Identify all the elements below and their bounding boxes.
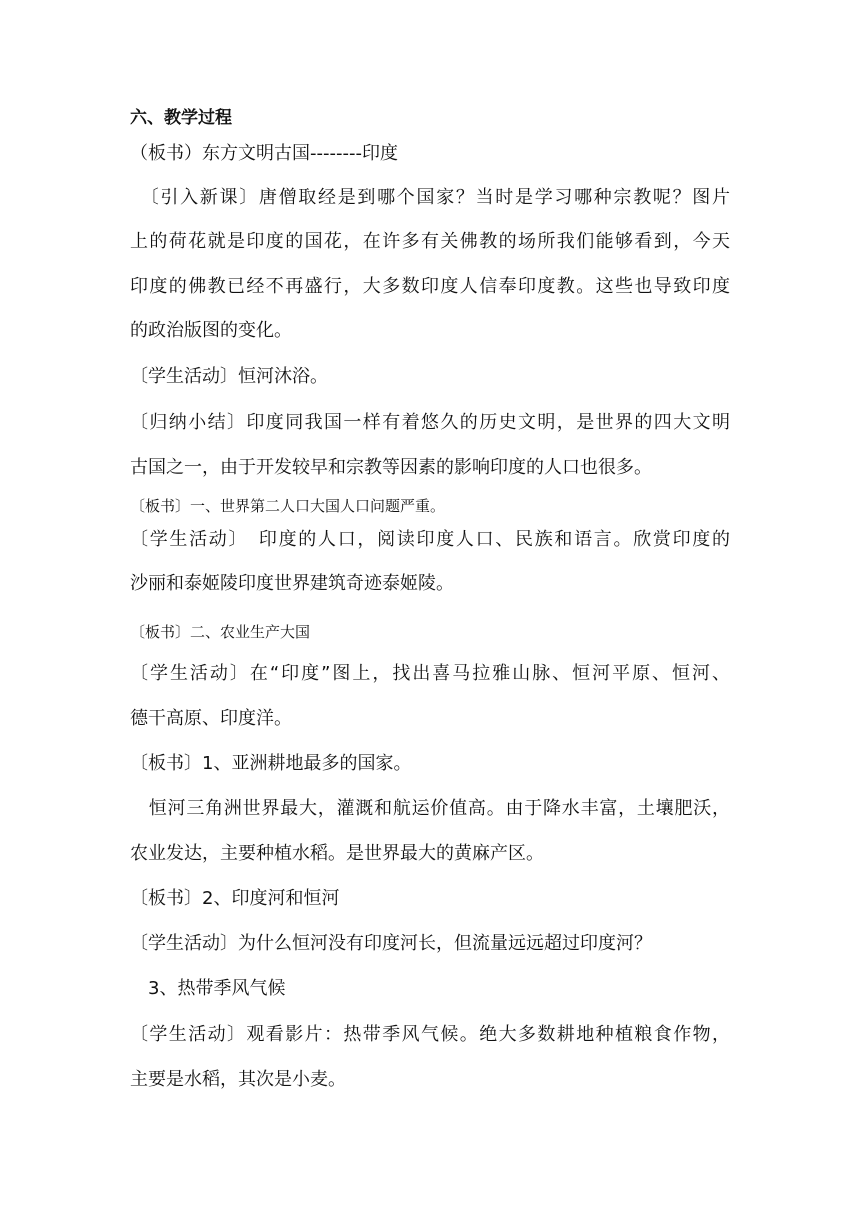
paragraph-line: 〔引入新课〕唐僧取经是到哪个国家？当时是学习哪种宗教呢？图片 — [130, 187, 730, 208]
paragraph-line: 的政治版图的变化。 — [130, 320, 292, 341]
paragraph-line: 〔归纳小结〕印度同我国一样有着悠久的历史文明，是世界的四大文明 — [130, 412, 730, 433]
paragraph-line: 沙丽和泰姬陵印度世界建筑奇迹泰姬陵。 — [130, 573, 454, 594]
paragraph-line: 农业发达，主要种植水稻。是世界最大的黄麻产区。 — [130, 843, 544, 864]
paragraph-line: 印度的佛教已经不再盛行，大多数印度人信奉印度教。这些也导致印度 — [130, 276, 730, 297]
paragraph-line: 〔学生活动〕在“印度”图上，找出喜马拉雅山脉、恒河平原、恒河、 — [130, 663, 730, 684]
board-title-line: （板书）东方文明古国--------印度 — [130, 143, 398, 164]
paragraph-line: 主要是水稻，其次是小麦。 — [130, 1069, 346, 1090]
paragraph-line: 〔学生活动〕恒河沐浴。 — [130, 366, 328, 387]
paragraph-line: 德干高原、印度洋。 — [130, 708, 292, 729]
paragraph-line: 〔板书〕二、农业生产大国 — [130, 623, 311, 641]
paragraph-line: 上的荷花就是印度的国花，在许多有关佛教的场所我们能够看到，今天 — [130, 231, 730, 252]
paragraph-line: 古国之一，由于开发较早和宗教等因素的影响印度的人口也很多。 — [130, 457, 652, 478]
section-heading: 六、教学过程 — [130, 108, 232, 128]
paragraph-line: 〔板书〕2、印度河和恒河 — [130, 888, 340, 909]
paragraph-line: 〔学生活动〕为什么恒河没有印度河长，但流量远远超过印度河？ — [130, 933, 652, 954]
paragraph-line: 〔学生活动〕观看影片：热带季风气候。绝大多数耕地种植粮食作物， — [130, 1024, 730, 1045]
paragraph-line: 恒河三角洲世界最大，灌溉和航运价值高。由于降水丰富，土壤肥沃， — [130, 798, 730, 819]
paragraph-line: 3、热带季风气候 — [130, 978, 286, 999]
paragraph-line: 〔学生活动〕 印度的人口，阅读印度人口、民族和语言。欣赏印度的 — [130, 529, 730, 550]
paragraph-line: 〔板书〕一、世界第二人口大国人口问题严重。 — [130, 497, 446, 515]
paragraph-line: 〔板书〕1、亚洲耕地最多的国家。 — [130, 753, 412, 774]
